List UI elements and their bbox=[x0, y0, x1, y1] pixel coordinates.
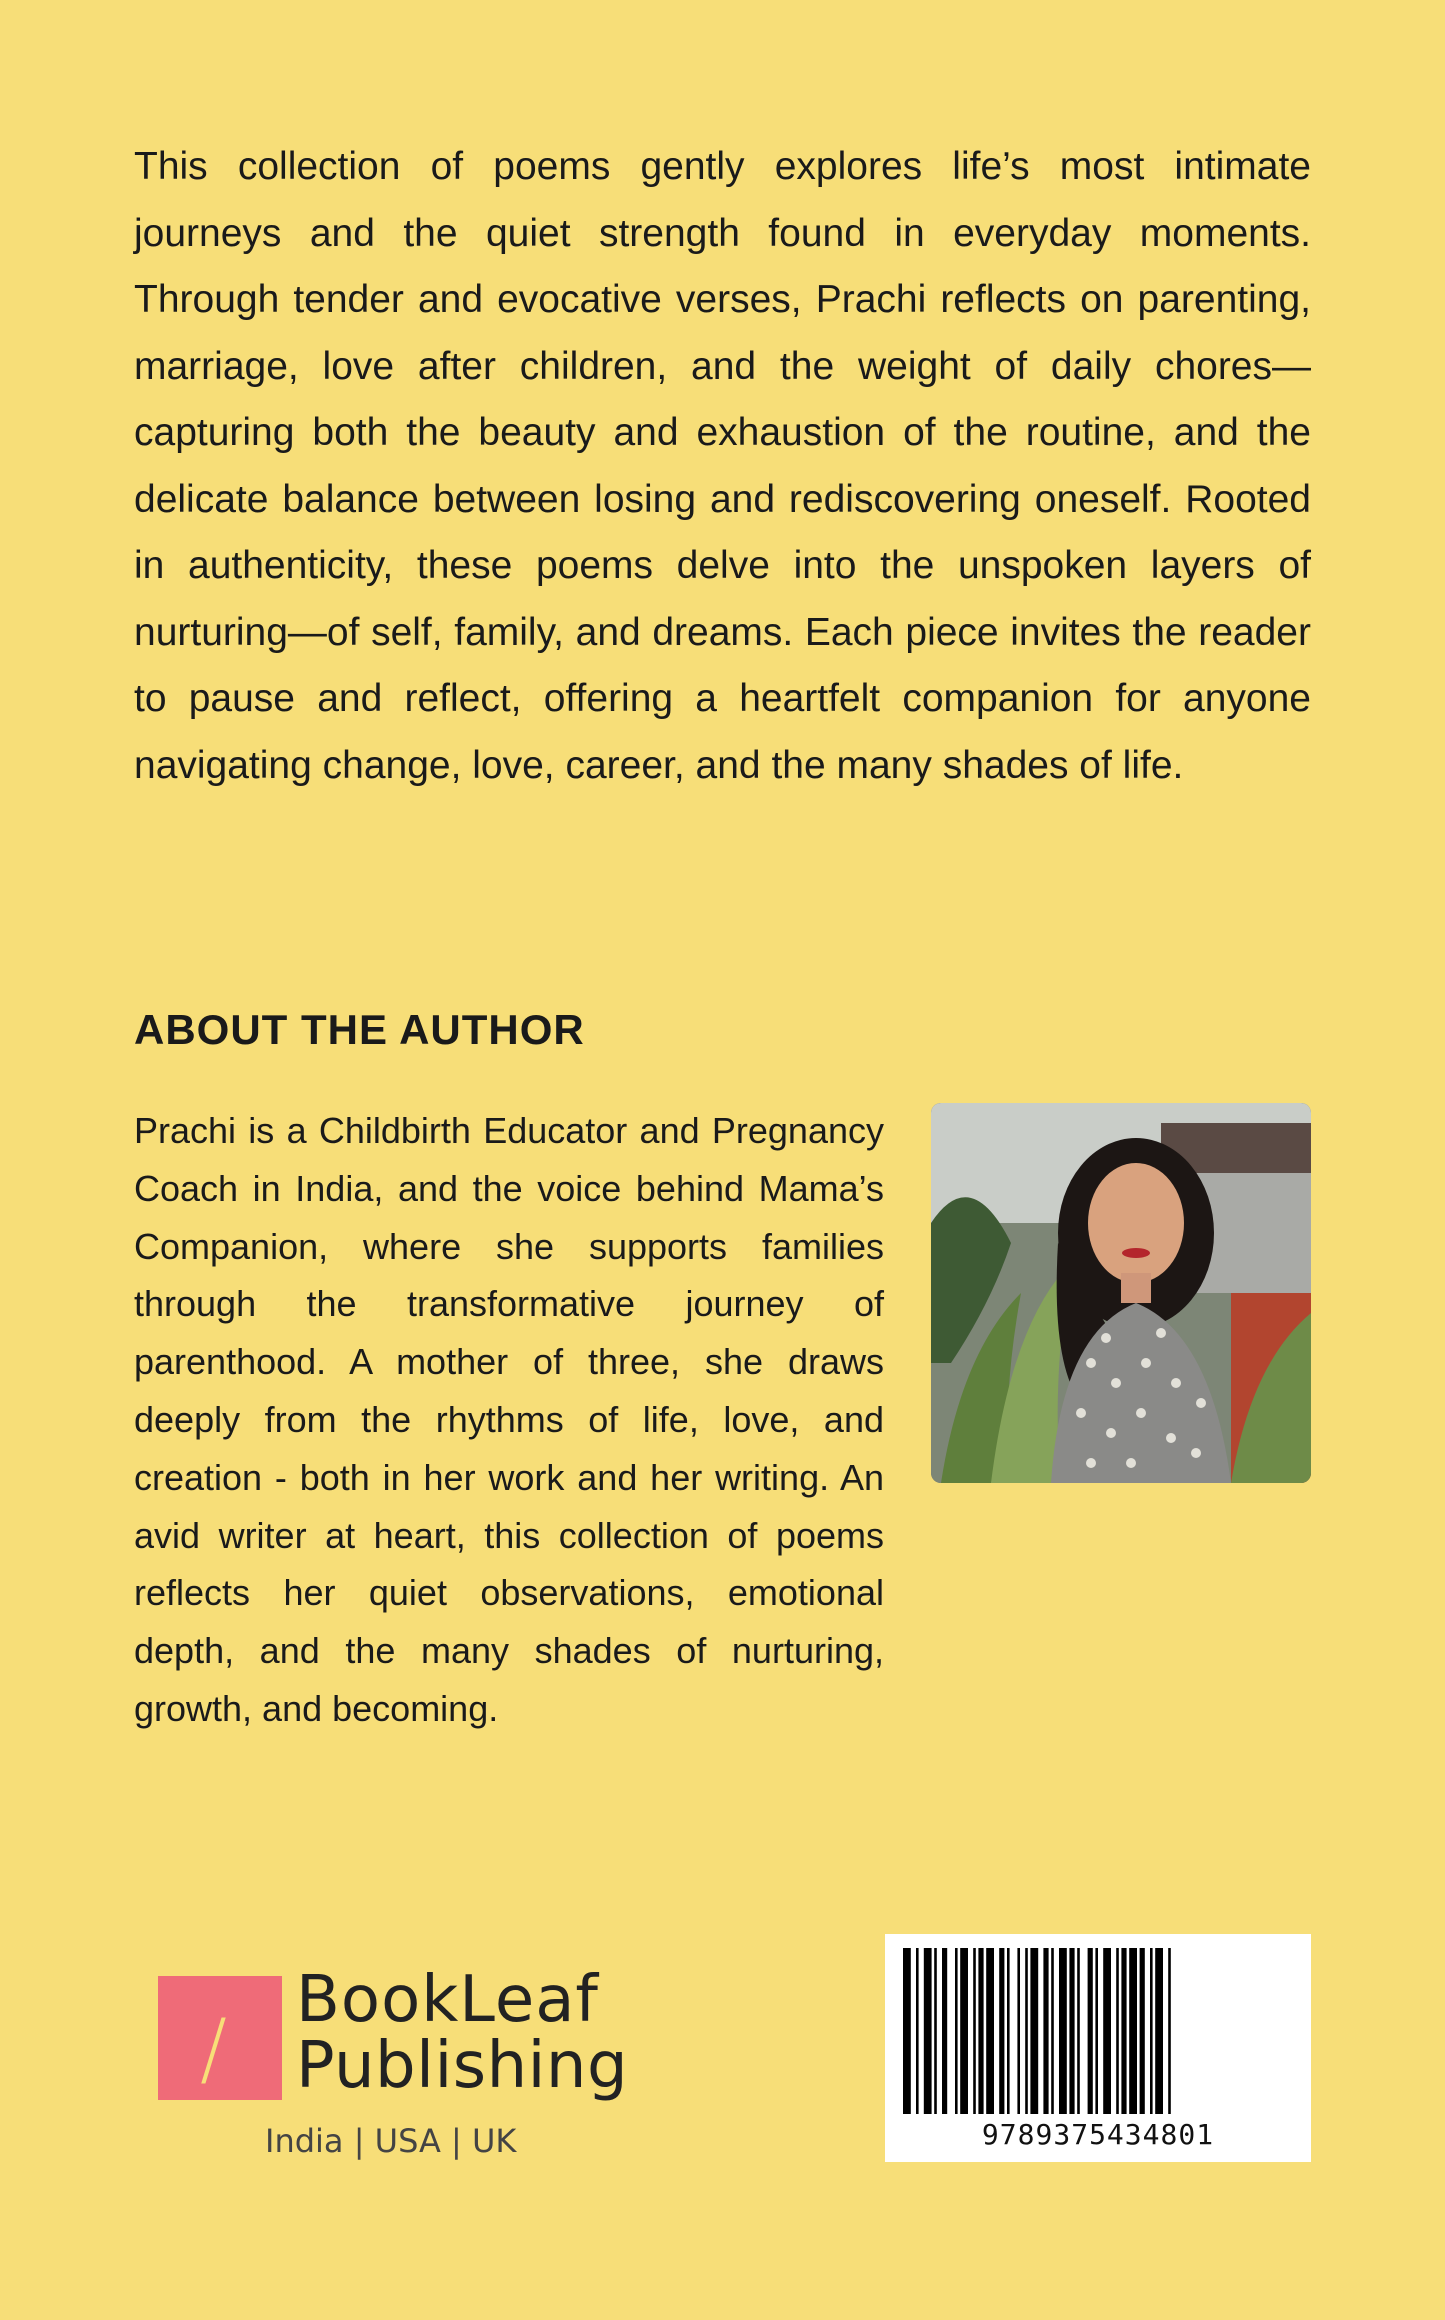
barcode-bar bbox=[978, 1948, 983, 2114]
barcode-bar bbox=[934, 1948, 937, 2114]
barcode-bar bbox=[955, 1948, 958, 2114]
barcode-bar bbox=[1069, 1948, 1074, 2114]
barcode-bar bbox=[1007, 1948, 1010, 2114]
barcode-bar bbox=[1059, 1948, 1067, 2114]
about-author-heading: ABOUT THE AUTHOR bbox=[134, 1006, 585, 1053]
barcode-bar bbox=[999, 1948, 1004, 2114]
publisher-regions: India | USA | UK bbox=[265, 2122, 517, 2160]
barcode-bar bbox=[924, 1948, 932, 2114]
barcode-bar bbox=[973, 1948, 976, 2114]
barcode-bar bbox=[986, 1948, 994, 2114]
author-photo bbox=[931, 1103, 1311, 1483]
barcode-bar bbox=[1103, 1948, 1111, 2114]
barcode-bar bbox=[1155, 1948, 1163, 2114]
barcode-bar bbox=[916, 1948, 919, 2114]
barcode-bar bbox=[1121, 1948, 1126, 2114]
barcode-bar bbox=[1088, 1948, 1093, 2114]
publisher-name-line2: Publishing bbox=[296, 2029, 629, 2103]
barcode-bar bbox=[1043, 1948, 1048, 2114]
barcode-bar bbox=[1150, 1948, 1153, 2114]
publisher-name-line1: BookLeaf bbox=[296, 1963, 599, 2037]
barcode-bar bbox=[1095, 1948, 1098, 2114]
barcode-bar bbox=[1129, 1948, 1137, 2114]
barcode-bar bbox=[1168, 1948, 1171, 2114]
barcode-bar bbox=[1017, 1948, 1020, 2114]
logo-slash-icon: / bbox=[200, 2002, 227, 2095]
barcode-bar bbox=[1077, 1948, 1080, 2114]
barcode-bar bbox=[1051, 1948, 1054, 2114]
barcode-bar bbox=[942, 1948, 947, 2114]
book-blurb: This collection of poems gently explores life’s most intimate journeys and the quiet strength found in everyday moments. Through tender and evocative verses, Prachi reflects on parenting, marriage, love after children, and the weight of daily chores—capturing both the beauty and exhaustion of the routine, and the delicate balance between losing and rediscovering oneself. Rooted in authenticity, these poems delve into the unspoken layers of nurturing—of self, family, and dreams. Each piece invites the reader to pause and reflect, offering a heartfelt companion for anyone navigating change, love, career, and the many shades of life. bbox=[134, 145, 1311, 787]
barcode-bar bbox=[1140, 1948, 1145, 2114]
logo-mark-square bbox=[158, 1976, 282, 2100]
barcode-bar bbox=[903, 1948, 911, 2114]
barcode-bars bbox=[903, 1948, 1293, 2114]
barcode-bar bbox=[1030, 1948, 1038, 2114]
publisher-logo bbox=[158, 1963, 629, 2136]
author-bio: Prachi is a Childbirth Educator and Pregnancy Coach in India, and the voice behind Mama’s Companion, where she supports families through the transformative journey of parenthood. A mother of three, she draws deeply from the rhythms of life, love, and creation - both in her work and her writing. An avid writer at heart, this collection of poems reflects her quiet observations, emotional depth, and the many shades of nurturing, growth, and becoming. bbox=[134, 1110, 884, 1729]
isbn-number: 9789375434801 bbox=[981, 2118, 1215, 2151]
barcode-bar bbox=[1116, 1948, 1119, 2114]
barcode-bar bbox=[960, 1948, 968, 2114]
isbn-barcode bbox=[885, 1934, 1311, 2162]
barcode-bar bbox=[1025, 1948, 1028, 2114]
